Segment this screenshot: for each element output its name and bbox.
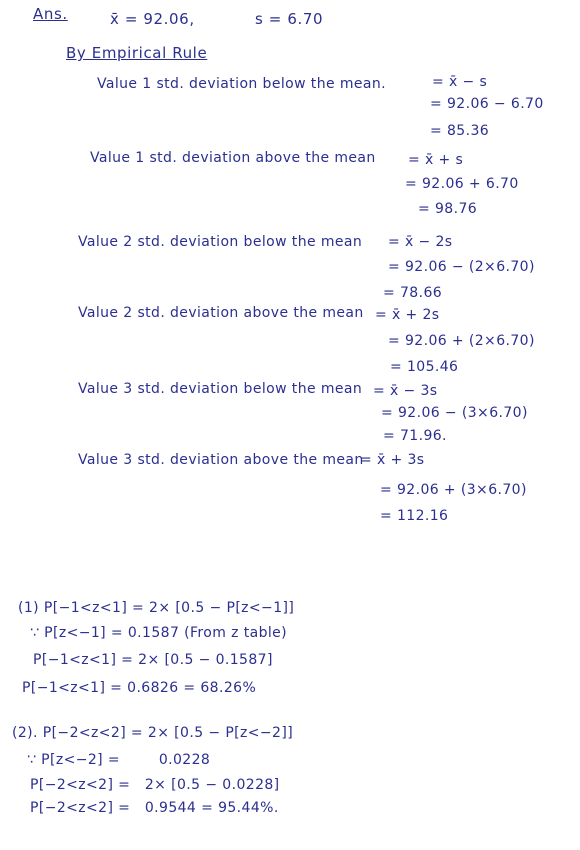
sample-sd: s = 6.70 <box>255 10 324 28</box>
rule-eq-2c: = 98.76 <box>418 201 478 217</box>
rule-eq-6a: = x̄ + 3s <box>360 452 425 468</box>
rule-label-4: Value 2 std. deviation above the mean <box>78 305 364 321</box>
part2-line-2: ∵ P[z<−2] = 0.0228 <box>27 752 211 768</box>
rule-label-2: Value 1 std. deviation above the mean <box>90 150 376 166</box>
rule-eq-4b: = 92.06 + (2×6.70) <box>388 333 535 349</box>
rule-label-6: Value 3 std. deviation above the mean <box>78 452 364 468</box>
part2-line-4: P[−2<z<2] = 0.9544 = 95.44%. <box>30 800 279 816</box>
rule-eq-5a: = x̄ − 3s <box>373 383 438 399</box>
part1-line-4: P[−1<z<1] = 0.6826 = 68.26% <box>22 680 257 696</box>
rule-eq-4c: = 105.46 <box>390 359 459 375</box>
rule-eq-1a: = x̄ − s <box>432 74 488 90</box>
part1-line-1: (1) P[−1<z<1] = 2× [0.5 − P[z<−1]] <box>18 600 295 616</box>
answer-label: Ans. <box>33 5 68 23</box>
rule-eq-1c: = 85.36 <box>430 123 490 139</box>
rule-eq-6b: = 92.06 + (3×6.70) <box>380 482 527 498</box>
part2-line-1: (2). P[−2<z<2] = 2× [0.5 − P[z<−2]] <box>12 725 294 741</box>
rule-eq-5b: = 92.06 − (3×6.70) <box>381 405 528 421</box>
rule-eq-3c: = 78.66 <box>383 285 443 301</box>
rule-eq-2b: = 92.06 + 6.70 <box>405 176 519 192</box>
rule-label-5: Value 3 std. deviation below the mean <box>78 381 363 397</box>
rule-eq-3b: = 92.06 − (2×6.70) <box>388 259 535 275</box>
rule-title: By Empirical Rule <box>66 44 208 62</box>
rule-eq-4a: = x̄ + 2s <box>375 307 440 323</box>
part1-line-3: P[−1<z<1] = 2× [0.5 − 0.1587] <box>33 652 273 668</box>
rule-label-1: Value 1 std. deviation below the mean. <box>97 76 386 92</box>
rule-label-3: Value 2 std. deviation below the mean <box>78 234 363 250</box>
rule-eq-1b: = 92.06 − 6.70 <box>430 96 544 112</box>
rule-eq-5c: = 71.96. <box>383 428 447 444</box>
part1-line-2: ∵ P[z<−1] = 0.1587 (From z table) <box>30 625 288 641</box>
rule-eq-2a: = x̄ + s <box>408 152 464 168</box>
part2-line-3: P[−2<z<2] = 2× [0.5 − 0.0228] <box>30 777 280 793</box>
rule-eq-6c: = 112.16 <box>380 508 449 524</box>
sample-mean: x̄ = 92.06, <box>110 10 195 28</box>
rule-eq-3a: = x̄ − 2s <box>388 234 453 250</box>
